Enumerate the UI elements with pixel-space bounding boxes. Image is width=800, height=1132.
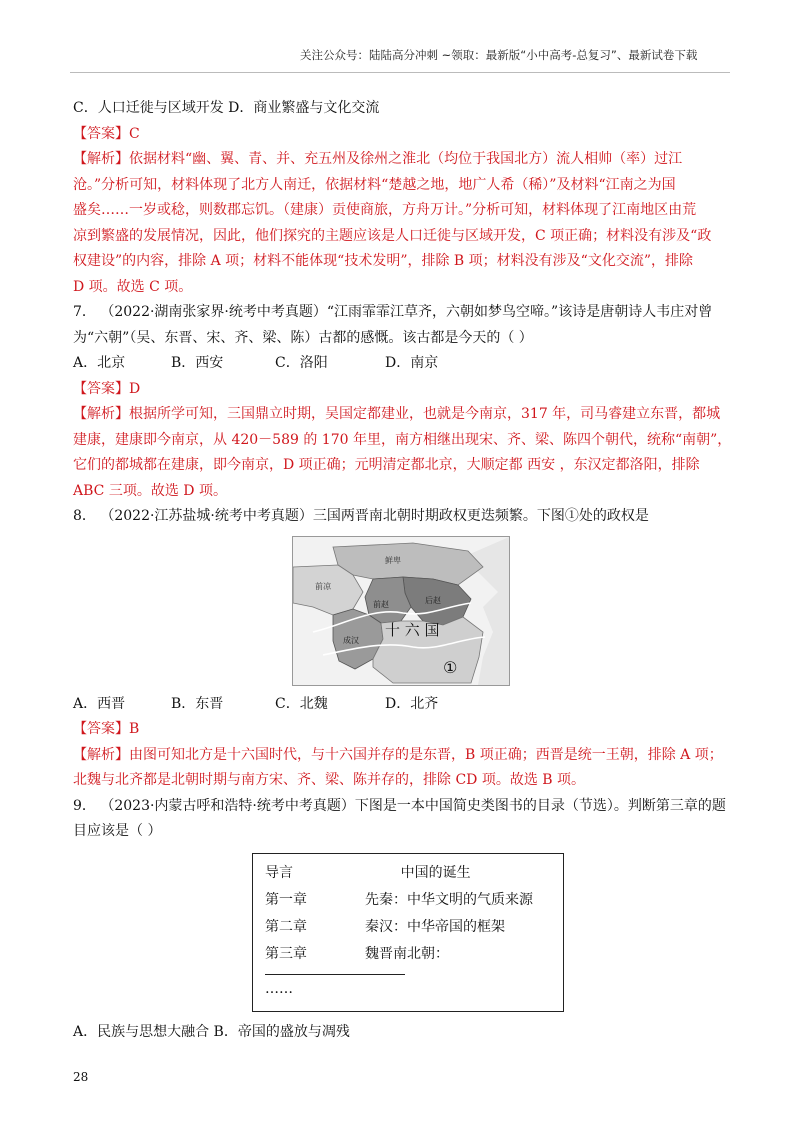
question-line: 7． （2022·湖南张家界·统考中考真题）“江雨霏霏江草齐，六朝如梦鸟空啼。”该诗是唐朝诗人韦庄对曾 [73,304,713,320]
page-number: 28 [73,1070,89,1084]
q9-stem [73,794,729,845]
page-header: 关注公众号：陆陆高分冲刺 ~领取：最新版“小中高考-总复习”、最新试卷下载 [300,48,698,62]
option-b: B．西安 [171,355,224,371]
q8-analysis [73,743,729,794]
toc-title: 中国的诞生 [365,864,471,881]
q6-analysis [73,147,729,300]
question-line: 目应该是（ ） [73,823,162,839]
toc-row [265,914,551,941]
toc-chapter: 导言 [265,864,293,881]
analysis-line: 【解析】由图可知北方是十六国时代，与十六国并存的是东晋，B 项正确；西晋是统一王朝，排除 A 项； [73,746,723,763]
toc-title: 魏晋南北朝： [365,945,449,962]
page-content [73,96,732,1045]
analysis-line: 沧。”分析可知，材料体现了北方人南迁，依据材料“楚越之地，地广人希（稀）”及材料“江南之为国 [73,176,676,193]
q8-stem: 8． （2022·江苏盐城·统考中考真题）三国两晋南北朝时期政权更迭频繁。下图①处的政权是 [73,508,649,524]
q8-answer: 【答案】B [73,721,140,737]
q7-analysis [73,402,732,504]
historical-map [292,536,510,686]
toc-chapter: 第三章 [265,945,307,962]
q7-answer: 【答案】D [73,380,141,397]
map-label-chenghan: 成汉 [343,635,359,645]
toc-chapter: 第一章 [265,891,307,908]
analysis-line: 北魏与北齐都是北朝时期与南方宋、齐、梁、陈并存的，排除 CD 项。故选 B 项。 [73,772,586,788]
q6-options: C．人口迁徙与区域开发 D．商业繁盛与文化交流 [73,100,380,116]
option-d: D．南京 [385,355,439,371]
map-label-xianbei: 鲜卑 [385,555,401,565]
q6-answer: 【答案】C [73,125,140,142]
toc-title: 秦汉：中华帝国的框架 [365,918,505,935]
toc-row [265,887,551,914]
q9-options: A．民族与思想大融合 B．帝国的盛放与凋残 [73,1023,350,1040]
option-d: D．北齐 [385,695,439,712]
option-a: A．西晋 [73,695,126,712]
toc-chapter: 第二章 [265,918,307,935]
map-label-qianzhao: 前赵 [373,599,389,609]
toc-row [265,941,551,968]
option-c: C．洛阳 [275,355,328,371]
analysis-line: 盛矣……一岁或稔，则数郡忘饥。（建康）贡使商旅，方舟万计。”分析可知，材料体现了江南地区由荒 [73,202,697,218]
analysis-line: 它们的都城都在建康，即今南京，D 项正确；元明清定都北京，大顺定都 西安 ，东汉定都洛阳，排除 [73,457,700,473]
toc-ellipsis: …… [265,980,293,997]
toc-title: 先秦：中华文明的气质来源 [365,891,533,908]
q8-options [73,692,729,718]
map-label-qianliang: 前凉 [315,581,331,591]
option-a: A．北京 [73,355,126,371]
option-c: C．北魏 [275,695,328,712]
map-marker-1: ① [443,657,458,677]
question-line: 为“六朝”（吴、东晋、宋、齐、梁、陈）古都的感慨。该古都是今天的（ ） [73,329,533,346]
table-of-contents [252,853,564,1012]
analysis-line: 权建设”的内容，排除 A 项；材料不能体现“技术发明”，排除 B 项；材料没有涉及“文化交流”，排除 [73,253,693,269]
q7-options [73,351,729,377]
q7-stem [73,300,729,351]
analysis-line: 【解析】根据所学可知，三国鼎立时期，吴国定都建业，也就是今南京，317 年，司马睿建立东晋，都城 [73,406,721,422]
toc-row [265,860,551,887]
map-label-sixteen-kingdoms: 十 六 国 [385,620,440,639]
analysis-line: ABC 三项。故选 D 项。 [73,482,227,499]
map-label-houzhao: 后赵 [425,595,441,605]
option-b: B．东晋 [171,695,224,712]
analysis-line: 【解析】依据材料“幽、翼、青、并、充五州及徐州之淮北（均位于我国北方）流人相帅（率）过江 [73,151,683,167]
analysis-line: D 项。故选 C 项。 [73,278,193,295]
map-figure [293,537,509,685]
analysis-line: 凉到繁盛的发展情况，因此，他们探究的主题应该是人口迁徙与区域开发，C 项正确；材料没有涉及“政 [73,227,712,244]
question-line: 9． （2023·内蒙古呼和浩特·统考中考真题）下图是一本中国简史类图书的目录（节选）。判断第三章的题 [73,797,726,814]
header-divider [70,72,730,73]
analysis-line: 建康，建康即今南京，从 420－589 的 170 年里，南方相继出现宋、齐、梁、陈四个朝代，统称“南朝”， [73,431,732,448]
